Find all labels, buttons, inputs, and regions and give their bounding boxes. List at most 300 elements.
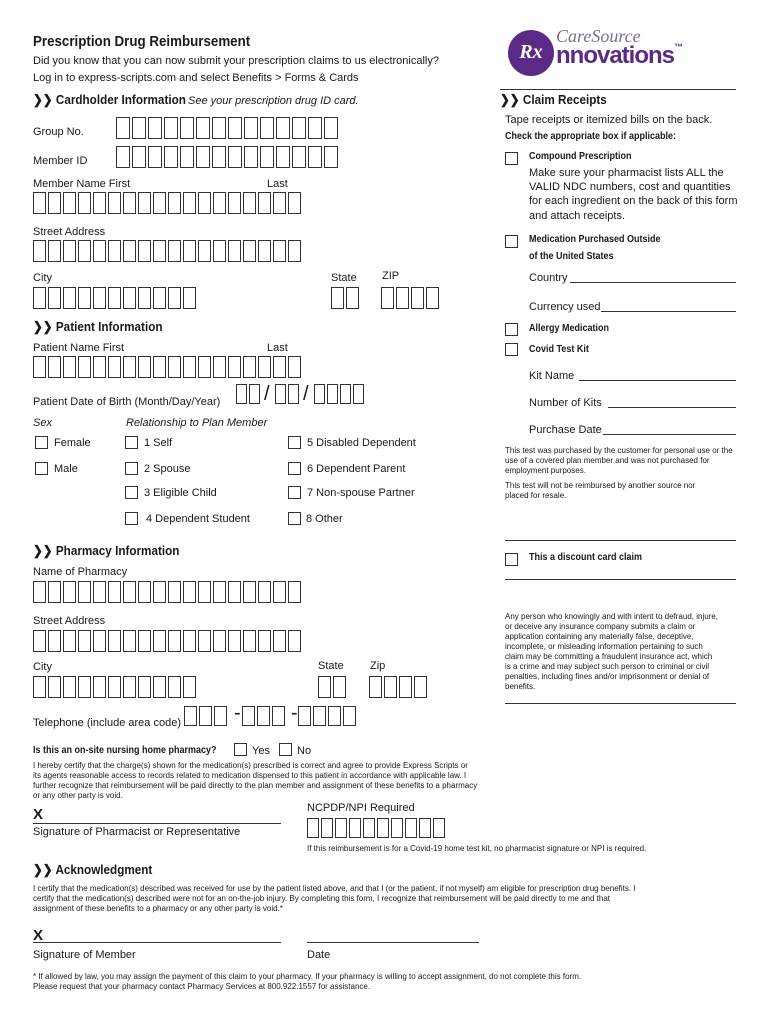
pharmacist-certification: I hereby certify that the charge(s) shown for the medication(s) prescribed is correct and agree to provide Express Scripts or its agents reasonable access to records related to medication dispensed to this patient in accordance with applicable law. I further recognize that reimbursement will be paid directly to the plan member and assignment of these benefits to a pharmacy or any other party is void.	[33, 761, 478, 800]
chevron-icon: ❯❯	[33, 862, 53, 877]
phone-line-input[interactable]	[298, 706, 356, 726]
relationship-spouse-checkbox[interactable]	[125, 462, 138, 475]
char-cell[interactable]	[198, 240, 211, 262]
member-signature-line[interactable]	[33, 942, 281, 943]
char-cell[interactable]	[108, 192, 121, 214]
char-cell[interactable]	[138, 630, 151, 652]
char-cell[interactable]	[168, 356, 181, 378]
char-cell[interactable]	[138, 240, 151, 262]
currency-input[interactable]	[601, 311, 736, 312]
char-cell[interactable]	[108, 676, 121, 698]
date-label: Date	[307, 949, 331, 961]
dob-year-input[interactable]	[314, 384, 364, 404]
char-cell[interactable]	[258, 356, 271, 378]
char-cell[interactable]	[93, 581, 106, 603]
char-cell[interactable]	[313, 706, 326, 726]
char-cell[interactable]	[168, 676, 181, 698]
char-cell[interactable]	[183, 240, 196, 262]
phone-dash: -	[291, 702, 298, 724]
char-cell[interactable]	[183, 676, 196, 698]
char-cell[interactable]	[213, 581, 226, 603]
char-cell[interactable]	[138, 356, 151, 378]
char-cell[interactable]	[78, 192, 91, 214]
relationship-student-label: 4 Dependent Student	[146, 513, 250, 525]
relationship-parent-checkbox[interactable]	[288, 462, 301, 475]
char-cell[interactable]	[331, 287, 344, 309]
char-cell[interactable]	[228, 117, 242, 139]
sex-label: Sex	[33, 417, 52, 429]
char-cell[interactable]	[298, 706, 311, 726]
female-checkbox[interactable]	[35, 436, 48, 449]
intro-line-2: Log in to express-scripts.com and select Benefits > Forms & Cards	[33, 72, 359, 84]
char-cell[interactable]	[273, 356, 286, 378]
logo-bottom-text: nnovations™	[556, 42, 683, 69]
char-cell[interactable]	[168, 192, 181, 214]
char-cell[interactable]	[63, 676, 76, 698]
acknowledgment-text: I certify that the medication(s) described was received for use by the patient listed above, and that I (or the patient, if not myself) am eligible for prescription drug benefits. I certify that the medication(s) described were not for an on-the-job injury. By completing this form, I recognize that reimbursement will be paid directly to me and that assignment of these benefits to a pharmacy or any other party is void.*	[33, 884, 636, 913]
char-cell[interactable]	[196, 117, 210, 139]
char-cell[interactable]	[327, 384, 338, 404]
relationship-disabled-checkbox[interactable]	[288, 436, 301, 449]
char-cell[interactable]	[292, 117, 306, 139]
char-cell[interactable]	[78, 356, 91, 378]
char-cell[interactable]	[324, 117, 338, 139]
char-cell[interactable]	[153, 356, 166, 378]
char-cell[interactable]	[123, 676, 136, 698]
char-cell[interactable]	[228, 630, 241, 652]
phone-dash: -	[234, 702, 241, 724]
pharmacy-city-label: City	[33, 661, 52, 673]
zip-input[interactable]	[381, 287, 439, 309]
relationship-parent-label: 6 Dependent Parent	[307, 463, 406, 475]
char-cell[interactable]	[153, 287, 166, 309]
char-cell[interactable]	[93, 630, 106, 652]
char-cell[interactable]	[433, 818, 445, 838]
char-cell[interactable]	[228, 192, 241, 214]
chevron-icon: ❯❯	[33, 92, 53, 107]
char-cell[interactable]	[292, 146, 306, 168]
intro-line-1: Did you know that you can now submit your prescription claims to us electronically?	[33, 55, 439, 67]
relationship-self-label: 1 Self	[144, 437, 173, 449]
nursing-no-checkbox[interactable]	[279, 743, 292, 756]
outside-us-label-1: Medication Purchased Outside	[529, 234, 661, 245]
fraud-warning: Any person who knowingly and with intent to defraud, injure, or deceive any insurance company submits a claim or application containing any materially false, deceptive, incomplete, or misleading information pertaining to such claim may be committing a fraudulent insurance act, which is a crime and may subject such person to criminal or civil penalties, including fines and/or imprisonment or denial of benefits.	[505, 612, 719, 691]
char-cell[interactable]	[78, 287, 91, 309]
male-checkbox[interactable]	[35, 462, 48, 475]
char-cell[interactable]	[153, 192, 166, 214]
char-cell[interactable]	[414, 676, 427, 698]
char-cell[interactable]	[335, 818, 347, 838]
char-cell[interactable]	[212, 117, 226, 139]
char-cell[interactable]	[123, 581, 136, 603]
char-cell[interactable]	[198, 630, 211, 652]
char-cell[interactable]	[196, 146, 210, 168]
char-cell[interactable]	[93, 676, 106, 698]
char-cell[interactable]	[183, 581, 196, 603]
char-cell[interactable]	[148, 146, 162, 168]
char-cell[interactable]	[183, 192, 196, 214]
char-cell[interactable]	[257, 706, 270, 726]
outside-us-checkbox[interactable]	[505, 235, 518, 248]
char-cell[interactable]	[377, 818, 389, 838]
member-name-input[interactable]	[33, 192, 301, 214]
pharmacy-state-label: State	[318, 660, 344, 672]
char-cell[interactable]	[244, 146, 258, 168]
divider	[500, 89, 736, 90]
npi-input[interactable]	[307, 818, 445, 838]
compound-label: Compound Prescription	[529, 151, 632, 162]
patient-last-label: Last	[267, 342, 288, 354]
covid-checkbox[interactable]	[505, 343, 518, 356]
char-cell[interactable]	[419, 818, 431, 838]
char-cell[interactable]	[288, 630, 301, 652]
char-cell[interactable]	[272, 706, 285, 726]
pharmacy-heading: ❯❯ Pharmacy Information	[33, 543, 180, 558]
divider	[505, 703, 736, 704]
female-label: Female	[54, 437, 91, 449]
char-cell[interactable]	[258, 240, 271, 262]
country-input[interactable]	[570, 282, 736, 283]
char-cell[interactable]	[198, 581, 211, 603]
pharmacist-signature-label: Signature of Pharmacist or Representative	[33, 826, 241, 838]
last-name-label: Last	[267, 178, 288, 190]
char-cell[interactable]	[48, 287, 61, 309]
char-cell[interactable]	[243, 630, 256, 652]
member-signature-label: Signature of Member	[33, 949, 136, 961]
covid-npi-note: If this reimbursement is for a Covid-19 home test kit, no pharmacist signature or NPI is required.	[307, 844, 647, 853]
member-id-label: Member ID	[33, 155, 88, 167]
cardholder-heading: ❯❯ Cardholder Information	[33, 92, 186, 107]
discount-card-checkbox[interactable]	[505, 553, 518, 566]
char-cell[interactable]	[123, 240, 136, 262]
char-cell[interactable]	[168, 240, 181, 262]
logo-mark: Rx	[508, 30, 554, 76]
char-cell[interactable]	[396, 287, 409, 309]
char-cell[interactable]	[184, 706, 197, 726]
state-input[interactable]	[331, 287, 359, 309]
pharmacy-state-input[interactable]	[318, 676, 346, 698]
char-cell[interactable]	[228, 146, 242, 168]
nursing-yes-label: Yes	[252, 745, 270, 757]
char-cell[interactable]	[78, 676, 91, 698]
patient-heading: ❯❯ Patient Information	[33, 319, 163, 334]
divider	[505, 579, 736, 580]
char-cell[interactable]	[33, 581, 46, 603]
char-cell[interactable]	[33, 676, 46, 698]
discount-card-label: This a discount card claim	[529, 552, 643, 563]
char-cell[interactable]	[199, 706, 212, 726]
char-cell[interactable]	[307, 818, 319, 838]
footnote-2: Please request that your pharmacy contact Pharmacy Services at 800.922.1557 for assistance.	[33, 982, 371, 991]
phone-label: Telephone (include area code)	[33, 717, 181, 729]
street-label: Street Address	[33, 226, 106, 238]
char-cell[interactable]	[212, 146, 226, 168]
phone-area-input[interactable]	[184, 706, 227, 726]
char-cell[interactable]	[260, 117, 274, 139]
char-cell[interactable]	[148, 117, 162, 139]
relationship-partner-checkbox[interactable]	[288, 486, 301, 499]
relationship-student-checkbox[interactable]	[125, 512, 138, 525]
char-cell[interactable]	[78, 581, 91, 603]
char-cell[interactable]	[328, 706, 341, 726]
char-cell[interactable]	[228, 240, 241, 262]
char-cell[interactable]	[108, 356, 121, 378]
char-cell[interactable]	[381, 287, 394, 309]
char-cell[interactable]	[411, 287, 424, 309]
dob-slash: /	[303, 383, 309, 405]
divider	[505, 540, 736, 541]
char-cell[interactable]	[426, 287, 439, 309]
char-cell[interactable]	[33, 630, 46, 652]
compound-checkbox[interactable]	[505, 152, 518, 165]
char-cell[interactable]	[108, 240, 121, 262]
char-cell[interactable]	[236, 384, 247, 404]
char-cell[interactable]	[243, 581, 256, 603]
pharmacy-name-label: Name of Pharmacy	[33, 566, 128, 578]
char-cell[interactable]	[288, 356, 301, 378]
char-cell[interactable]	[288, 384, 299, 404]
relationship-child-checkbox[interactable]	[125, 486, 138, 499]
relationship-label: Relationship to Plan Member	[126, 417, 268, 429]
char-cell[interactable]	[123, 630, 136, 652]
pharmacy-zip-input[interactable]	[369, 676, 427, 698]
char-cell[interactable]	[276, 117, 290, 139]
char-cell[interactable]	[275, 384, 286, 404]
page-title: Prescription Drug Reimbursement	[33, 34, 251, 50]
covid-label: Covid Test Kit	[529, 344, 589, 355]
char-cell[interactable]	[63, 581, 76, 603]
char-cell[interactable]	[288, 581, 301, 603]
char-cell[interactable]	[228, 581, 241, 603]
char-cell[interactable]	[391, 818, 403, 838]
relationship-other-label: 8 Other	[306, 513, 343, 525]
char-cell[interactable]	[180, 146, 194, 168]
char-cell[interactable]	[213, 192, 226, 214]
nursing-yes-checkbox[interactable]	[234, 743, 247, 756]
char-cell[interactable]	[153, 630, 166, 652]
char-cell[interactable]	[213, 356, 226, 378]
char-cell[interactable]	[168, 630, 181, 652]
pharmacy-street-label: Street Address	[33, 615, 106, 627]
kit-count-input[interactable]	[608, 407, 736, 408]
char-cell[interactable]	[333, 676, 346, 698]
char-cell[interactable]	[153, 581, 166, 603]
char-cell[interactable]	[48, 356, 61, 378]
char-cell[interactable]	[405, 818, 417, 838]
member-x-mark: X	[33, 927, 44, 944]
char-cell[interactable]	[48, 676, 61, 698]
char-cell[interactable]	[346, 287, 359, 309]
char-cell[interactable]	[228, 356, 241, 378]
char-cell[interactable]	[63, 192, 76, 214]
group-input[interactable]	[116, 117, 338, 139]
covid-attestation-1: This test was purchased by the customer for personal use or the use of a covered plan member and was not purchased for employment purposes.	[505, 446, 733, 475]
char-cell[interactable]	[138, 581, 151, 603]
char-cell[interactable]	[108, 581, 121, 603]
tape-receipts-text: Tape receipts or itemized bills on the back.	[505, 114, 713, 126]
npi-label: NCPDP/NPI Required	[307, 802, 415, 814]
cardholder-subtitle: See your prescription drug ID card.	[188, 95, 359, 107]
char-cell[interactable]	[116, 146, 130, 168]
dob-slash: /	[264, 383, 270, 405]
chevron-icon: ❯❯	[33, 319, 53, 334]
char-cell[interactable]	[33, 240, 46, 262]
char-cell[interactable]	[384, 676, 397, 698]
char-cell[interactable]	[273, 192, 286, 214]
char-cell[interactable]	[138, 287, 151, 309]
relationship-child-label: 3 Eligible Child	[144, 487, 217, 499]
char-cell[interactable]	[242, 706, 255, 726]
char-cell[interactable]	[93, 287, 106, 309]
chevron-icon: ❯❯	[500, 92, 520, 107]
char-cell[interactable]	[48, 192, 61, 214]
char-cell[interactable]	[183, 287, 196, 309]
char-cell[interactable]	[33, 356, 46, 378]
char-cell[interactable]	[93, 240, 106, 262]
char-cell[interactable]	[93, 192, 106, 214]
char-cell[interactable]	[249, 384, 260, 404]
state-label: State	[331, 272, 357, 284]
char-cell[interactable]	[153, 676, 166, 698]
char-cell[interactable]	[349, 818, 361, 838]
char-cell[interactable]	[324, 146, 338, 168]
char-cell[interactable]	[153, 240, 166, 262]
relationship-self-checkbox[interactable]	[125, 436, 138, 449]
char-cell[interactable]	[258, 192, 271, 214]
nursing-home-question: Is this an on-site nursing home pharmacy?	[33, 745, 217, 756]
char-cell[interactable]	[108, 287, 121, 309]
pharmacist-signature-line[interactable]	[33, 823, 281, 824]
char-cell[interactable]	[363, 818, 375, 838]
kit-count-label: Number of Kits	[529, 397, 602, 409]
zip-label: ZIP	[382, 270, 400, 282]
logo-top-text: CareSource	[556, 26, 641, 46]
char-cell[interactable]	[132, 117, 146, 139]
char-cell[interactable]	[183, 630, 196, 652]
char-cell[interactable]	[273, 581, 286, 603]
char-cell[interactable]	[214, 706, 227, 726]
char-cell[interactable]	[180, 117, 194, 139]
kit-name-label: Kit Name	[529, 370, 575, 382]
dob-day-input[interactable]	[275, 384, 299, 404]
char-cell[interactable]	[164, 146, 178, 168]
char-cell[interactable]	[93, 356, 106, 378]
relationship-spouse-label: 2 Spouse	[144, 463, 191, 475]
claim-receipts-heading: ❯❯ Claim Receipts	[500, 92, 607, 107]
char-cell[interactable]	[78, 630, 91, 652]
char-cell[interactable]	[48, 240, 61, 262]
char-cell[interactable]	[273, 240, 286, 262]
relationship-disabled-label: 5 Disabled Dependent	[307, 437, 416, 449]
char-cell[interactable]	[369, 676, 382, 698]
char-cell[interactable]	[258, 581, 271, 603]
pharmacy-street-input[interactable]	[33, 630, 301, 652]
char-cell[interactable]	[318, 676, 331, 698]
group-label: Group No.	[33, 126, 84, 138]
kit-name-input[interactable]	[579, 380, 736, 381]
char-cell[interactable]	[308, 146, 322, 168]
country-label: Country	[529, 272, 568, 284]
char-cell[interactable]	[108, 630, 121, 652]
char-cell[interactable]	[33, 287, 46, 309]
char-cell[interactable]	[78, 240, 91, 262]
char-cell[interactable]	[399, 676, 412, 698]
char-cell[interactable]	[123, 356, 136, 378]
char-cell[interactable]	[138, 676, 151, 698]
member-id-input[interactable]	[116, 146, 338, 168]
char-cell[interactable]	[340, 384, 351, 404]
purchase-date-input[interactable]	[603, 434, 736, 435]
char-cell[interactable]	[343, 706, 356, 726]
char-cell[interactable]	[116, 117, 130, 139]
char-cell[interactable]	[353, 384, 364, 404]
char-cell[interactable]	[244, 117, 258, 139]
relationship-other-checkbox[interactable]	[288, 512, 301, 525]
pharmacy-name-input[interactable]	[33, 581, 301, 603]
char-cell[interactable]	[123, 192, 136, 214]
allergy-checkbox[interactable]	[505, 323, 518, 336]
currency-label: Currency used	[529, 301, 601, 313]
char-cell[interactable]	[198, 356, 211, 378]
dob-label: Patient Date of Birth (Month/Day/Year)	[33, 396, 221, 408]
char-cell[interactable]	[48, 581, 61, 603]
char-cell[interactable]	[63, 630, 76, 652]
char-cell[interactable]	[213, 630, 226, 652]
char-cell[interactable]	[63, 240, 76, 262]
char-cell[interactable]	[132, 146, 146, 168]
char-cell[interactable]	[123, 287, 136, 309]
date-line[interactable]	[307, 942, 479, 943]
char-cell[interactable]	[63, 356, 76, 378]
phone-prefix-input[interactable]	[242, 706, 285, 726]
char-cell[interactable]	[168, 287, 181, 309]
char-cell[interactable]	[183, 356, 196, 378]
char-cell[interactable]	[288, 240, 301, 262]
street-input[interactable]	[33, 240, 301, 262]
char-cell[interactable]	[243, 356, 256, 378]
chevron-icon: ❯❯	[33, 543, 53, 558]
char-cell[interactable]	[198, 192, 211, 214]
char-cell[interactable]	[258, 630, 271, 652]
char-cell[interactable]	[164, 117, 178, 139]
purchase-date-label: Purchase Date	[529, 424, 602, 436]
check-box-instruction: Check the appropriate box if applicable:	[505, 131, 677, 142]
char-cell[interactable]	[288, 192, 301, 214]
char-cell[interactable]	[213, 240, 226, 262]
char-cell[interactable]	[273, 630, 286, 652]
char-cell[interactable]	[260, 146, 274, 168]
relationship-partner-label: 7 Non-spouse Partner	[307, 487, 415, 499]
pharmacy-city-input[interactable]	[33, 676, 196, 698]
char-cell[interactable]	[314, 384, 325, 404]
dob-month-input[interactable]	[236, 384, 260, 404]
char-cell[interactable]	[276, 146, 290, 168]
pharmacy-zip-label: Zip	[370, 660, 386, 672]
char-cell[interactable]	[33, 192, 46, 214]
covid-attestation-2: This test will not be reimbursed by another source nor placed for resale.	[505, 481, 696, 500]
char-cell[interactable]	[48, 630, 61, 652]
char-cell[interactable]	[243, 240, 256, 262]
char-cell[interactable]	[168, 581, 181, 603]
city-input[interactable]	[33, 287, 196, 309]
char-cell[interactable]	[63, 287, 76, 309]
patient-name-input[interactable]	[33, 356, 301, 378]
char-cell[interactable]	[308, 117, 322, 139]
char-cell[interactable]	[138, 192, 151, 214]
char-cell[interactable]	[321, 818, 333, 838]
first-name-label: Member Name First	[33, 178, 131, 190]
char-cell[interactable]	[243, 192, 256, 214]
